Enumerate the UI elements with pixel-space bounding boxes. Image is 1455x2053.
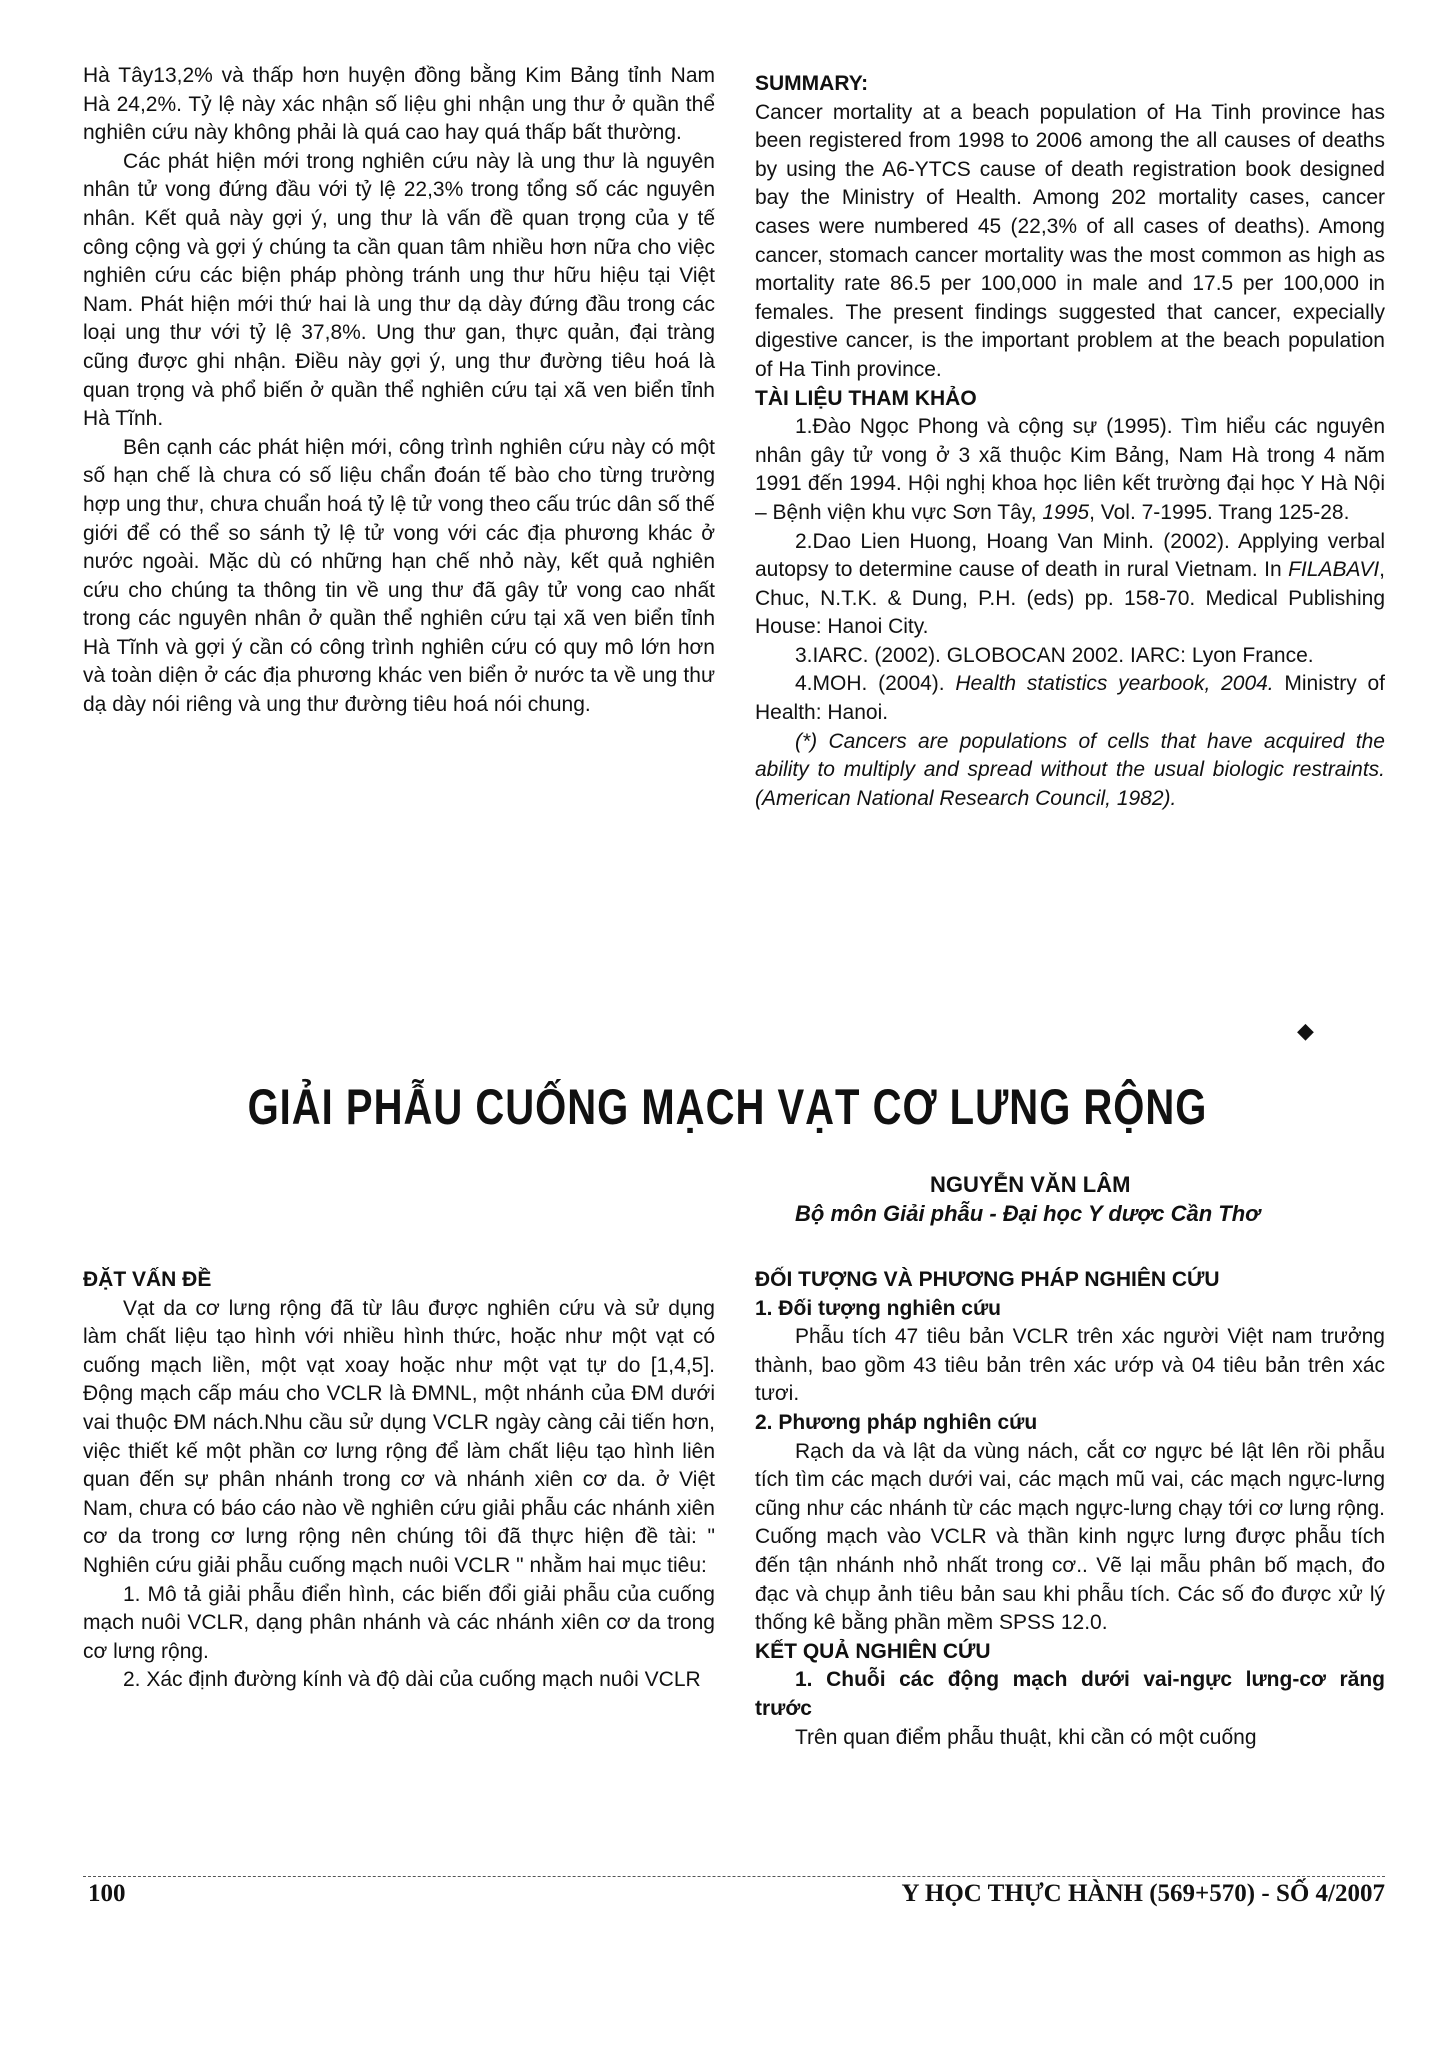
section-heading: KẾT QUẢ NGHIÊN CỨU bbox=[755, 1639, 991, 1663]
top-left-column bbox=[83, 62, 715, 720]
subsection-heading: 2. Phương pháp nghiên cứu bbox=[755, 1410, 1038, 1434]
author-name: NGUYỄN VĂN LÂM bbox=[930, 1172, 1131, 1197]
paragraph: Trên quan điểm phẫu thuật, khi cần có một cuống bbox=[795, 1725, 1257, 1749]
summary-heading: SUMMARY: bbox=[755, 72, 869, 95]
paragraph: Vạt da cơ lưng rộng đã từ lâu được nghiên cứu và sử dụng làm chất liệu tạo hình với nhiều hình thức, hoặc như một vạt có cuống mạch liền, một vạt xoay hoặc như một vạt tự do [1,4,5]. Động mạch cấp máu cho VCLR là ĐMNL, một nhánh của ĐM dưới vai thuộc ĐM nách.Nhu cầu sử dụng VCLR ngày càng cải tiến hơn, việc thiết kế một phần cơ lưng rộng để làm chất liệu tạo hình liên quan đến sự phân nhánh trong cơ và nhánh xiên cơ da. ở Việt Nam, chưa có báo cáo nào về nghiên cứu giải phẫu các nhánh xiên cơ da trong cơ lưng rộng nên chúng tôi đã thực hiện đề tài: " Nghiên cứu giải phẫu cuống mạch nuôi VCLR " nhằm hai mục tiêu: bbox=[83, 1296, 715, 1577]
list-item: 2. Xác định đường kính và độ dài của cuống mạch nuôi VCLR bbox=[123, 1668, 701, 1692]
reference-text: 1.Đào Ngọc Phong và cộng sự (1995). Tìm hiểu các nguyên nhân gây tử vong ở 3 xã thuộc Kim Bảng, Nam Hà trong 4 năm 1991 đến 1994. Hội nghị khoa học liên kết trường đại học Y Hà Nội – Bệnh viện khu vực Sơn Tây, bbox=[755, 415, 1385, 524]
reference-italic: FILABAVI bbox=[1288, 558, 1380, 582]
subsection-heading: 1. Đối tượng nghiên cứu bbox=[755, 1296, 1002, 1320]
paragraph: Phẫu tích 47 tiêu bản VCLR trên xác người Việt nam trưởng thành, bao gồm 43 tiêu bản trên xác ướp và 04 tiêu bản trên xác tươi. bbox=[755, 1325, 1385, 1406]
reference-text: 4.MOH. (2004). bbox=[795, 672, 956, 696]
bottom-right-column bbox=[755, 1266, 1385, 1752]
section-end-ornament-icon: ◆ bbox=[1297, 1018, 1314, 1043]
reference-italic: 1995 bbox=[1042, 500, 1090, 524]
page-number: 100 bbox=[88, 1880, 126, 1907]
reference-text: Ministry of Health: Hanoi. bbox=[755, 672, 1385, 725]
footnote: (*) Cancers are populations of cells that have acquired the ability to multiply and spread without the usual biologic restraints. (American National Research Council, 1982). bbox=[755, 729, 1385, 810]
top-right-column bbox=[755, 70, 1385, 813]
reference-1 bbox=[755, 413, 1385, 527]
reference-3: 3.IARC. (2002). GLOBOCAN 2002. IARC: Lyon France. bbox=[795, 643, 1314, 667]
paragraph: Các phát hiện mới trong nghiên cứu này là ung thư là nguyên nhân tử vong đứng đầu với tỷ lệ 22,3% trong tổng số các nguyên nhân. Kết quả này gợi ý, ung thư là vấn đề quan trọng của y tế công cộng và gợi ý chúng ta cần quan tâm nhiều hơn nữa cho việc nghiên cứu các biện pháp phòng tránh ung thư hữu hiệu tại Việt Nam. Phát hiện mới thứ hai là ung thư dạ dày đứng đầu trong các loại ung thư với tỷ lệ 37,8%. Ung thư gan, thực quản, đại tràng cũng được ghi nhận. Điều này gợi ý, ung thư đường tiêu hoá là quan trọng và phổ biến ở quần thể nghiên cứu tại xã ven biển tỉnh Hà Tĩnh. bbox=[83, 149, 715, 431]
reference-text: , Chuc, N.T.K. & Dung, P.H. (eds) pp. 158-70. Medical Publishing House: Hanoi City. bbox=[755, 558, 1385, 639]
section-heading: ĐẶT VẤN ĐỀ bbox=[83, 1268, 212, 1291]
paragraph: Bên cạnh các phát hiện mới, công trình nghiên cứu này có một số hạn chế là chưa có số liệu chẩn đoán tế bào cho từng trường hợp ung thư, chưa chuẩn hoá tỷ lệ tử vong theo cấu trúc dân số thế giới để có thể so sánh tỷ lệ tử vong với các địa phương khác ở nước ngoài. Mặc dù có những hạn chế nhỏ này, kết quả nghiên cứu cho chúng ta thông tin về ung thư đã gây tử vong cao nhất trong các nguyên nhân ở quần thể nghiên cứu tại xã ven biển tỉnh Hà Tĩnh và gợi ý cần có công trình nghiên cứu có quy mô lớn hơn và toàn diện ở các địa phương khác ven biển ở nước ta về ung thư dạ dày nói riêng và ung thư đường tiêu hoá nói chung. bbox=[83, 435, 715, 717]
subsection-heading: 1. Chuỗi các động mạch dưới vai-ngực lưng-cơ răng trước bbox=[755, 1668, 1385, 1720]
reference-text: , Vol. 7-1995. Trang 125-28. bbox=[1089, 500, 1350, 524]
reference-2 bbox=[755, 528, 1385, 642]
summary-text: Cancer mortality at a beach population of Ha Tinh province has been registered from 1998 to 2006 among the all causes of deaths by using the A6-YTCS cause of death registration book designed bay the Ministry of Health. Among 202 mortality cases, cancer cases were numbered 45 (22,3% of all cases of deaths). Among cancer, stomach cancer mortality was the most common as high as mortality rate 86.5 per 100,000 in male and 17.5 per 100,000 in females. The present findings suggested that cancer, expecially digestive cancer, is the important problem at the beach population of Ha Tinh province. bbox=[755, 100, 1385, 381]
bottom-left-column bbox=[83, 1266, 715, 1695]
journal-name: Y HỌC THỰC HÀNH (569+570) - SỐ 4/2007 bbox=[901, 1880, 1385, 1907]
paragraph: Rạch da và lật da vùng nách, cắt cơ ngực bé lật lên rồi phẫu tích tìm các mạch dưới vai, các mạch mũ vai, các mạch ngực-lưng cũng như các nhánh từ các mạch ngực-lưng chạy tới cơ lưng rộng. Cuống mạch vào VCLR và thần kinh ngực lưng được phẫu tích đến tận nhánh nhỏ nhất trong cơ.. Vẽ lại mẫu phân bố mạch, đo đạc và chụp ảnh tiêu bản sau khi phẫu tích. Các số đo được xử lý thống kê bằng phần mềm SPSS 12.0. bbox=[755, 1439, 1385, 1635]
author-affiliation: Bộ môn Giải phẫu - Đại học Y dược Cần Thơ bbox=[795, 1201, 1260, 1226]
paragraph: Hà Tây13,2% và thấp hơn huyện đồng bằng Kim Bảng tỉnh Nam Hà 24,2%. Tỷ lệ này xác nhận số liệu ghi nhận ung thư ở quần thể nghiên cứu này không phải là quá cao hay quá thấp bất thường. bbox=[83, 64, 715, 145]
footer-divider bbox=[83, 1876, 1385, 1877]
article-title: GIẢI PHẪU CUỐNG MẠCH VẠT CƠ LƯNG RỘNG bbox=[247, 1080, 1208, 1136]
reference-italic: Health statistics yearbook, 2004. bbox=[955, 672, 1274, 696]
section-heading: ĐỐI TƯỢNG VÀ PHƯƠNG PHÁP NGHIÊN CỨU bbox=[755, 1268, 1220, 1291]
reference-4 bbox=[755, 670, 1385, 727]
references-heading: TÀI LIỆU THAM KHẢO bbox=[755, 386, 977, 410]
list-item: 1. Mô tả giải phẫu điển hình, các biến đổi giải phẫu của cuống mạch nuôi VCLR, dạng phân nhánh và các nhánh xiên cơ da trong cơ lưng rộng. bbox=[83, 1582, 715, 1663]
reference-text: 2.Dao Lien Huong, Hoang Van Minh. (2002). Applying verbal autopsy to determine cause of death in rural Vietnam. In bbox=[755, 529, 1385, 582]
